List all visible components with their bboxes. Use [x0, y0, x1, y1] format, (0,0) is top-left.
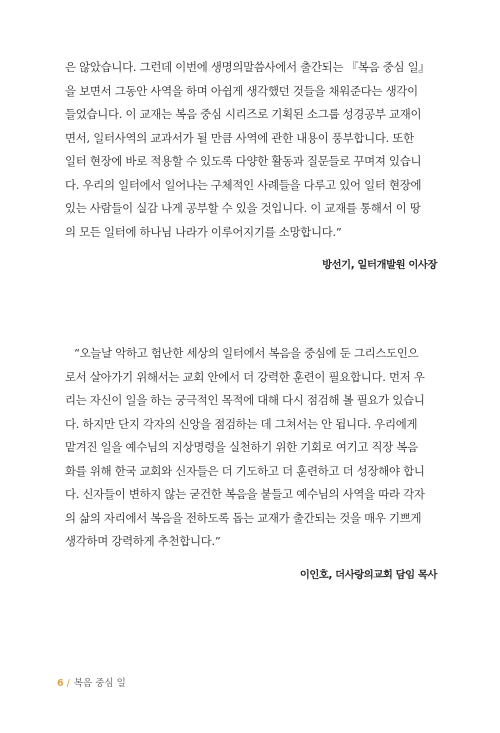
quote-line: 있는 사람들이 실감 나게 공부할 수 있을 것입니다. 이 교재를 통해서 이 땅	[65, 201, 421, 215]
quote-line: 면서, 일터사역의 교과서가 될 만큼 사역에 관한 내용이 풍부합니다. 또한	[65, 130, 414, 145]
running-book-title: 복음 중심 일	[73, 678, 126, 689]
quote-line: 화를 위해 한국 교회와 신자들은 더 기도하고 더 훈련하고 더 성장해야 합니	[65, 463, 425, 478]
quote-line: 로서 살아가기 위해서는 교회 안에서 더 강력한 훈련이 필요합니다. 먼저 우	[65, 369, 425, 384]
quote-line: 생각하며 강력하게 추천합니다.”	[65, 534, 221, 548]
quote-line: 맡겨진 일을 예수님의 지상명령을 실천하기 위한 기회로 여기고 직장 복음	[65, 440, 418, 454]
quote-line: 을 보면서 그동안 사역을 하며 아쉽게 생각했던 것들을 채워준다는 생각이	[65, 83, 418, 98]
quote-line: 들었습니다. 이 교재는 복음 중심 시리즈로 기획된 소그룹 성경공부 교재이	[65, 107, 422, 121]
quote-line: 리는 자신이 일을 하는 궁극적인 목적에 대해 다시 점검해 볼 필요가 있습니	[65, 393, 425, 407]
quote-line: 의 삶의 자리에서 복음을 전하도록 돕는 교재가 출간되는 것을 매우 기쁘게	[65, 510, 422, 525]
footer-separator: /	[66, 678, 70, 689]
quote-line: “오늘날 악하고 험난한 세상의 일터에서 복음을 중심에 둔 그리스도인으	[74, 346, 419, 360]
endorsement-quote	[65, 56, 437, 272]
quote-line: 일터 현장에 바로 적용할 수 있도록 다양한 활동과 질문들로 꾸며져 있습니	[65, 154, 422, 168]
quote-line: 의 모든 일터에 하나님 나라가 이루어지기를 소망합니다.”	[65, 224, 342, 239]
page-number: 6	[57, 678, 64, 689]
endorser-signature: 이인호, 더사랑의교회 담임 목사	[299, 568, 437, 581]
quote-line: 은 않았습니다. 그런데 이번에 생명의말씀사에서 출간되는 『복음 중심 일』	[65, 60, 430, 74]
quote-line: 다. 우리의 일터에서 일어나는 구체적인 사례들을 다루고 있어 일터 현장에	[65, 177, 422, 192]
quote-line: 다. 신자들이 변하지 않는 굳건한 복음을 붙들고 예수님의 사역을 따라 각자	[65, 487, 425, 501]
endorsement-quote	[65, 342, 437, 582]
quote-line: 다. 하지만 단지 각자의 신앙을 점검하는 데 그쳐서는 안 됩니다. 우리에게	[65, 416, 418, 431]
endorser-signature: 방선기, 일터개발원 이사장	[322, 259, 437, 271]
page-footer	[57, 678, 126, 690]
